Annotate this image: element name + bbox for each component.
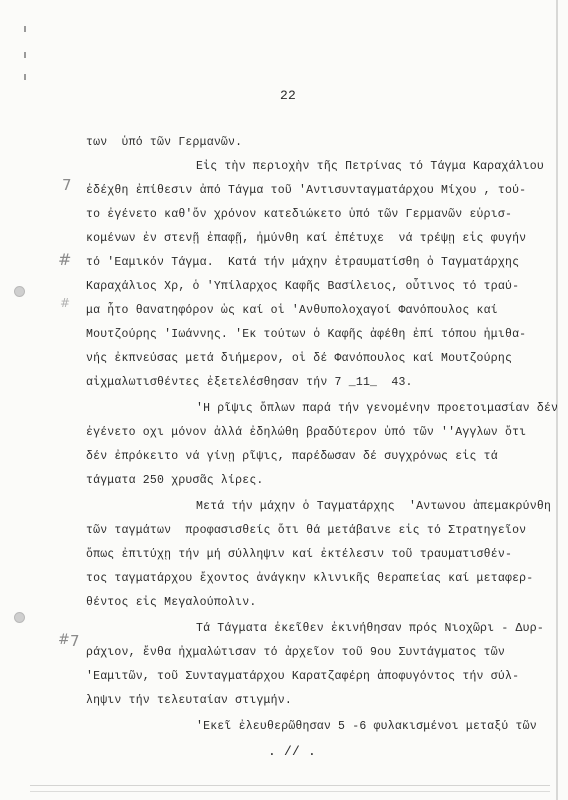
punch-hole: [14, 612, 25, 623]
margin-mark: #: [58, 632, 70, 648]
margin-mark: #: [60, 296, 71, 310]
body-line: κομένων ἐν στενῇ ἐπαφῇ, ἠμύνθη καί ἐπέτυχε νά τρέψῃ εἰς φυγήν: [86, 232, 527, 245]
margin-mark: 7: [62, 176, 72, 194]
body-line: δέν ἐπρόκειτο νά γίνῃ ρῖψις, παρέδωσαν δέ συγχρόνως εἰς τά: [86, 450, 498, 463]
body-line: 'Η ρῖψις ὅπλων παρά τήν γενομένην προετοιμασίαν δέν: [196, 402, 559, 415]
body-line: ὅπως ἐπιτύχῃ τήν μή σύλληψιν καί ἐκτέλεσιν τοῦ τραυματισθέν-: [86, 548, 513, 561]
body-line: ληψιν τήν τελευταίαν στιγμήν.: [86, 694, 292, 707]
body-line: Μετά τήν μάχην ὁ Ταγματάρχης 'Αντωνου ἀπεμακρύνθη: [196, 500, 552, 513]
body-line: θέντος εἰς Μεγαλούπολιν.: [86, 596, 257, 609]
body-line: το ἐγένετο καθ'ὄν χρόνον κατεδιώκετο ὑπό τῶν Γερμανῶν εὑρισ-: [86, 208, 513, 221]
body-line: νής ἐκπνεύσας μετά διήμερον, οἱ δέ Φανόπουλος καί Μουτζούρης: [86, 352, 513, 365]
paper-edge-right: [556, 0, 558, 800]
body-line: Τά Τάγματα ἐκεῖθεν ἐκινήθησαν πρός Νιοχῶρι - Δυρ-: [196, 622, 544, 635]
punch-hole: [14, 286, 25, 297]
body-line: Εἰς τὴν περιοχὴν τῆς Πετρίνας τό Τάγμα Καραχάλιου: [196, 160, 544, 173]
body-line: Καραχάλιος Χρ, ὁ 'Υπίλαρχος Καφῆς Βασίλειος, οὗτινος τό τραύ-: [86, 280, 520, 293]
margin-tick: [24, 52, 26, 58]
body-line: αἰχμαλωτισθέντες ἐξετελέσθησαν τήν 7 _11_ 43.: [86, 376, 413, 389]
body-line: Μουτζούρης 'Ιωάννης. 'Εκ τούτων ὁ Καφῆς ἀφέθη ἐπί τόπου ἡμιθα-: [86, 328, 527, 341]
margin-tick: [24, 74, 26, 80]
paper-edge-bottom-2: [30, 791, 550, 792]
body-line: τῶν ταγμάτων προφασισθείς ὅτι θά μετάβαινε εἰς τό Στρατηγεῖον: [86, 524, 527, 537]
margin-mark: 7: [70, 632, 80, 650]
body-line: τό 'Εαμικόν Τάγμα. Κατά τήν μάχην ἐτραυματίσθη ὁ Ταγματάρχης: [86, 256, 520, 269]
body-line: ἐγένετο οχι μόνον ἀλλά ἐδηλώθη βραδύτερον ὑπό τῶν ''Αγγλων ὅτι: [86, 426, 527, 439]
body-line: 'Εαμιτῶν, τοῦ Συνταγματάρχου Καρατζαφέρη ἀποφυγόντος τήν σύλ-: [86, 670, 520, 683]
footer-continuation-mark: . // .: [268, 744, 317, 759]
body-line: ἐδέχθη ἐπίθεσιν ἀπό Τάγμα τοῦ 'Αντισυνταγματάρχου Μίχου , τού-: [86, 184, 527, 197]
body-line: 'Εκεῖ ἐλευθερῶθησαν 5 -6 φυλακισμένοι μεταξύ τῶν: [196, 720, 537, 733]
body-line: τος ταγματάρχου ἔχοντος ἀνάγκην κλινικῆς θεραπείας καί μεταφερ-: [86, 572, 534, 585]
page-number: 22: [280, 88, 297, 103]
body-line: μα ἦτο θανατηφόρον ὡς καί οἱ 'Ανθυπολοχαγοί Φανόπουλος καί: [86, 304, 498, 317]
body-line: των ὑπό τῶν Γερμανῶν.: [86, 136, 243, 149]
body-line: ράχιον, ἔνθα ἠχμαλώτισαν τό ἀρχεῖον τοῦ 9ου Συντάγματος τῶν: [86, 646, 505, 659]
margin-mark: #: [58, 250, 72, 269]
body-line: τάγματα 250 χρυσᾶς λίρες.: [86, 474, 264, 487]
margin-tick: [24, 26, 26, 32]
paper-edge-bottom: [30, 785, 550, 786]
